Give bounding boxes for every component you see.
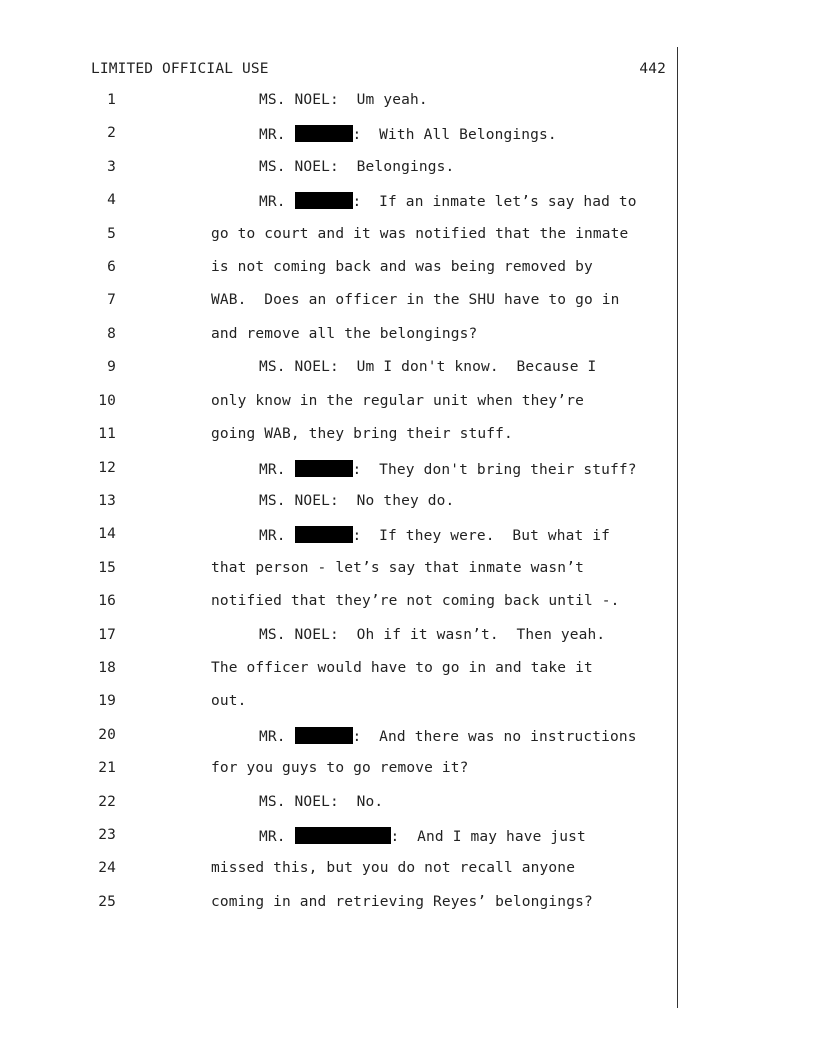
line-number: 10 [98, 393, 116, 409]
speech-text: : With All Belongings. [352, 127, 557, 143]
transcript-line [0, 526, 680, 548]
speaker-prefix: MR. [259, 462, 295, 478]
transcript-line [0, 259, 680, 281]
line-text: go to court and it was notified that the inmate [211, 226, 629, 242]
transcript-line [0, 192, 680, 214]
transcript-line [0, 226, 680, 248]
classification-header: LIMITED OFFICIAL USE [91, 61, 269, 77]
line-number: 7 [107, 292, 116, 308]
transcript-line [0, 92, 680, 114]
redaction-box [295, 460, 353, 477]
line-number: 8 [107, 326, 116, 342]
speech-text: : If they were. But what if [352, 528, 611, 544]
redaction-box [295, 526, 353, 543]
line-number: 11 [98, 426, 116, 442]
transcript-line [0, 359, 680, 381]
line-text: MS. NOEL: Belongings. [259, 159, 455, 175]
line-number: 20 [98, 727, 116, 743]
line-number: 18 [98, 660, 116, 676]
transcript-line [0, 894, 680, 916]
line-number: 2 [107, 125, 116, 141]
transcript-line [0, 827, 680, 849]
line-number: 24 [98, 860, 116, 876]
transcript-line [0, 460, 680, 482]
line-number: 12 [98, 460, 116, 476]
line-text: going WAB, they bring their stuff. [211, 426, 513, 442]
line-number: 13 [98, 493, 116, 509]
transcript-line [0, 760, 680, 782]
line-number: 6 [107, 259, 116, 275]
line-text: coming in and retrieving Reyes’ belongings? [211, 894, 593, 910]
line-text: and remove all the belongings? [211, 326, 478, 342]
redaction-box [295, 125, 353, 142]
line-number: 1 [107, 92, 116, 108]
line-number: 25 [98, 894, 116, 910]
line-text: that person - let’s say that inmate wasn’t [211, 560, 584, 576]
transcript-line [0, 493, 680, 515]
speaker-prefix: MR. [259, 829, 295, 845]
redaction-box [295, 827, 391, 844]
line-text: The officer would have to go in and take it [211, 660, 593, 676]
transcript-line [0, 627, 680, 649]
redaction-box [295, 727, 353, 744]
speaker-prefix: MR. [259, 528, 295, 544]
speech-text: : And I may have just [390, 829, 586, 845]
transcript-line [0, 326, 680, 348]
transcript-line [0, 125, 680, 147]
line-number: 4 [107, 192, 116, 208]
line-text: missed this, but you do not recall anyone [211, 860, 576, 876]
transcript-line [0, 393, 680, 415]
line-number: 16 [98, 593, 116, 609]
line-number: 22 [98, 794, 116, 810]
transcript-line [0, 727, 680, 749]
page-number: 442 [639, 61, 666, 77]
line-number: 15 [98, 560, 116, 576]
line-number: 21 [98, 760, 116, 776]
transcript-line [0, 593, 680, 615]
line-number: 19 [98, 693, 116, 709]
speech-text: : And there was no instructions [352, 729, 637, 745]
transcript-line [0, 693, 680, 715]
line-text: MS. NOEL: Um I don't know. Because I [259, 359, 597, 375]
speech-text: : If an inmate let’s say had to [352, 194, 637, 210]
speaker-prefix: MR. [259, 194, 295, 210]
line-number: 23 [98, 827, 116, 843]
transcript-line [0, 426, 680, 448]
line-text: only know in the regular unit when they’re [211, 393, 584, 409]
transcript-line [0, 860, 680, 882]
transcript-line [0, 560, 680, 582]
line-text: is not coming back and was being removed by [211, 259, 593, 275]
line-text: MS. NOEL: Um yeah. [259, 92, 428, 108]
line-text [259, 192, 637, 210]
speaker-prefix: MR. [259, 729, 295, 745]
speech-text: : They don't bring their stuff? [352, 462, 637, 478]
transcript-line [0, 660, 680, 682]
transcript-line [0, 292, 680, 314]
transcript-line [0, 794, 680, 816]
redaction-box [295, 192, 353, 209]
line-text: MS. NOEL: No. [259, 794, 384, 810]
line-text: MS. NOEL: No they do. [259, 493, 455, 509]
line-number: 9 [107, 359, 116, 375]
line-number: 14 [98, 526, 116, 542]
transcript-line [0, 159, 680, 181]
speaker-prefix: MR. [259, 127, 295, 143]
line-text: for you guys to go remove it? [211, 760, 469, 776]
line-text: WAB. Does an officer in the SHU have to go in [211, 292, 620, 308]
line-text [259, 727, 637, 745]
line-text [259, 827, 586, 845]
line-text [259, 460, 637, 478]
line-number: 17 [98, 627, 116, 643]
line-number: 3 [107, 159, 116, 175]
line-number: 5 [107, 226, 116, 242]
line-text: MS. NOEL: Oh if it wasn’t. Then yeah. [259, 627, 606, 643]
line-text [259, 125, 557, 143]
line-text: notified that they’re not coming back until -. [211, 593, 620, 609]
line-text [259, 526, 610, 544]
line-text: out. [211, 693, 247, 709]
